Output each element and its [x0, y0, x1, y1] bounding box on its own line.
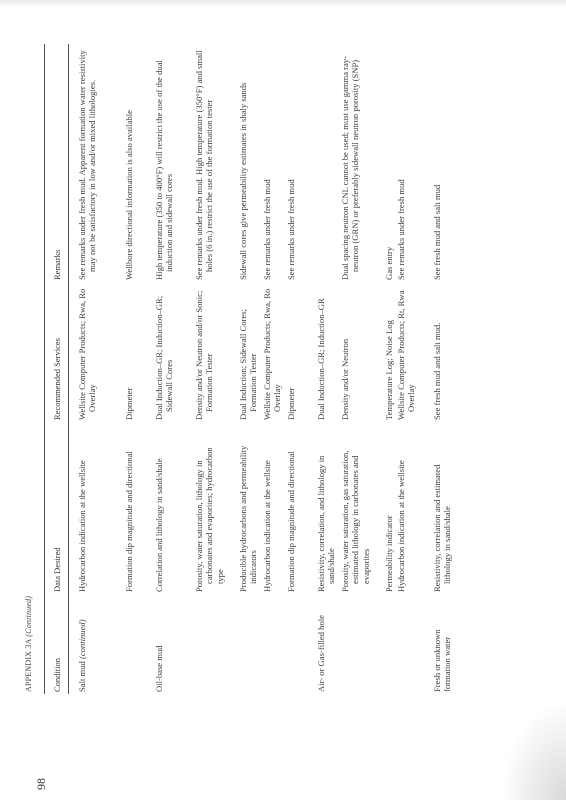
table-cell-data: Formation dip magnitude and directional — [286, 451, 296, 592]
table-cell-services: See fresh mud and salt mud. — [432, 322, 442, 420]
table-cell-data: Porosity, water saturation, gas saturation, estimated lithology in carbonates and evaporites — [340, 450, 371, 592]
table-cell-data: Correlation and lithology in sand/shale — [154, 458, 164, 592]
table-cell-services: Dipmeter — [124, 387, 134, 420]
table-cell-data: Producible hydrocarbons and permeability indicators — [238, 445, 259, 592]
appendix-continued: (Continued) — [24, 595, 33, 637]
table-cell-condition: Fresh or unknown formation water — [432, 629, 453, 692]
table-cell-remarks: Wellbore directional information is also available — [124, 110, 134, 280]
top-rule — [44, 44, 45, 694]
table-cell-services: Dipmeter — [286, 387, 296, 420]
appendix-title — [24, 596, 33, 692]
table-cell-data: Resistivity, correlation, and lithology in sand/shale — [316, 455, 337, 592]
table-cell-condition: Oil-base mud — [154, 645, 164, 692]
table-cell-data: Hydrocarbon indication at the wellsite — [77, 460, 87, 592]
table-cell-data: Hydrocarbon indication at the wellsite — [262, 460, 272, 592]
table-cell-data: Hydrocarbon indication at the wellsite — [396, 460, 406, 592]
table-cell-remarks: Dual spacing neutron CNL cannot be used; must use gamma ray-neutron (GRN) or preferably sidewall neutron porosity (SNP) — [340, 55, 361, 280]
table-cell-data: Resistivity, correlation and estimated lithology in sand/shale — [432, 464, 453, 592]
condition-text: Salt mud — [77, 661, 87, 692]
table-cell-services: Wellsite Computer Products; Rt, Rwa Overlay — [396, 290, 417, 420]
table-cell-remarks: See fresh mud and salt mud — [432, 184, 442, 280]
table-cell-remarks: See remarks under fresh mud — [286, 179, 296, 280]
table-cell-services: Dual Induction–GR; Induction–GR — [316, 298, 326, 420]
table-cell-remarks: Gas entry — [384, 246, 394, 280]
table-cell-remarks: See remarks under fresh mud. Apparent formation water resistivity may not be satisfactory in low and/or mixed lithologies. — [77, 50, 98, 280]
table-row-condition — [77, 598, 87, 692]
table-cell-data: Permeability indicator — [384, 515, 394, 592]
table-cell-remarks: High temperature (350 to 400°F) will restrict the use of the dual induction and sidewall cores — [154, 60, 175, 280]
header-condition: Condition — [52, 657, 62, 692]
table-cell-remarks: See remarks under fresh mud. High temperature (350°F) and small holes (6 in.) restrict the use of the formation tester — [194, 50, 215, 280]
header-rule — [68, 44, 69, 694]
appendix-label: APPENDIX 3A — [24, 638, 33, 692]
table-cell-services: Wellsite Computer Products; Rwa, Ro Overlay — [262, 288, 283, 420]
page-number: 98 — [34, 778, 48, 790]
table-cell-remarks: Sidewall cores give permeability estimates in shaly sands — [238, 82, 248, 280]
table-cell-services: Density and/or Neutron and/or Sonic; Formation Tester — [194, 290, 215, 420]
table-cell-services: Temperature Log; Noise Log — [384, 320, 394, 420]
table-cell-services: Wellsite Computer Products; Rwa, Ro Overlay — [77, 288, 98, 420]
table-cell-services: Density and/or Neutron — [340, 338, 350, 420]
table-cell-remarks: See remarks under fresh mud — [262, 179, 272, 280]
condition-note: (continued) — [77, 619, 87, 660]
table-cell-data: Formation dip magnitude and directional — [124, 451, 134, 592]
table-cell-services: Dual Induction; Sidewall Cores; Formation Tester — [238, 309, 259, 420]
table-cell-remarks: See remarks under fresh mud — [396, 179, 406, 280]
table-cell-data: Porosity, water saturation, lithology in carbonates and evaporites; hydrocarbon type — [194, 447, 225, 592]
header-remarks: Remarks — [52, 249, 62, 280]
table-cell-condition: Air- or Gas-filled hole — [316, 615, 326, 692]
table-cell-services: Dual Induction–GR; Induction–GR; Sidewall Cores — [154, 295, 175, 420]
header-recommended-services: Recommended Services — [52, 338, 62, 420]
header-data-desired: Data Desired — [52, 547, 62, 592]
